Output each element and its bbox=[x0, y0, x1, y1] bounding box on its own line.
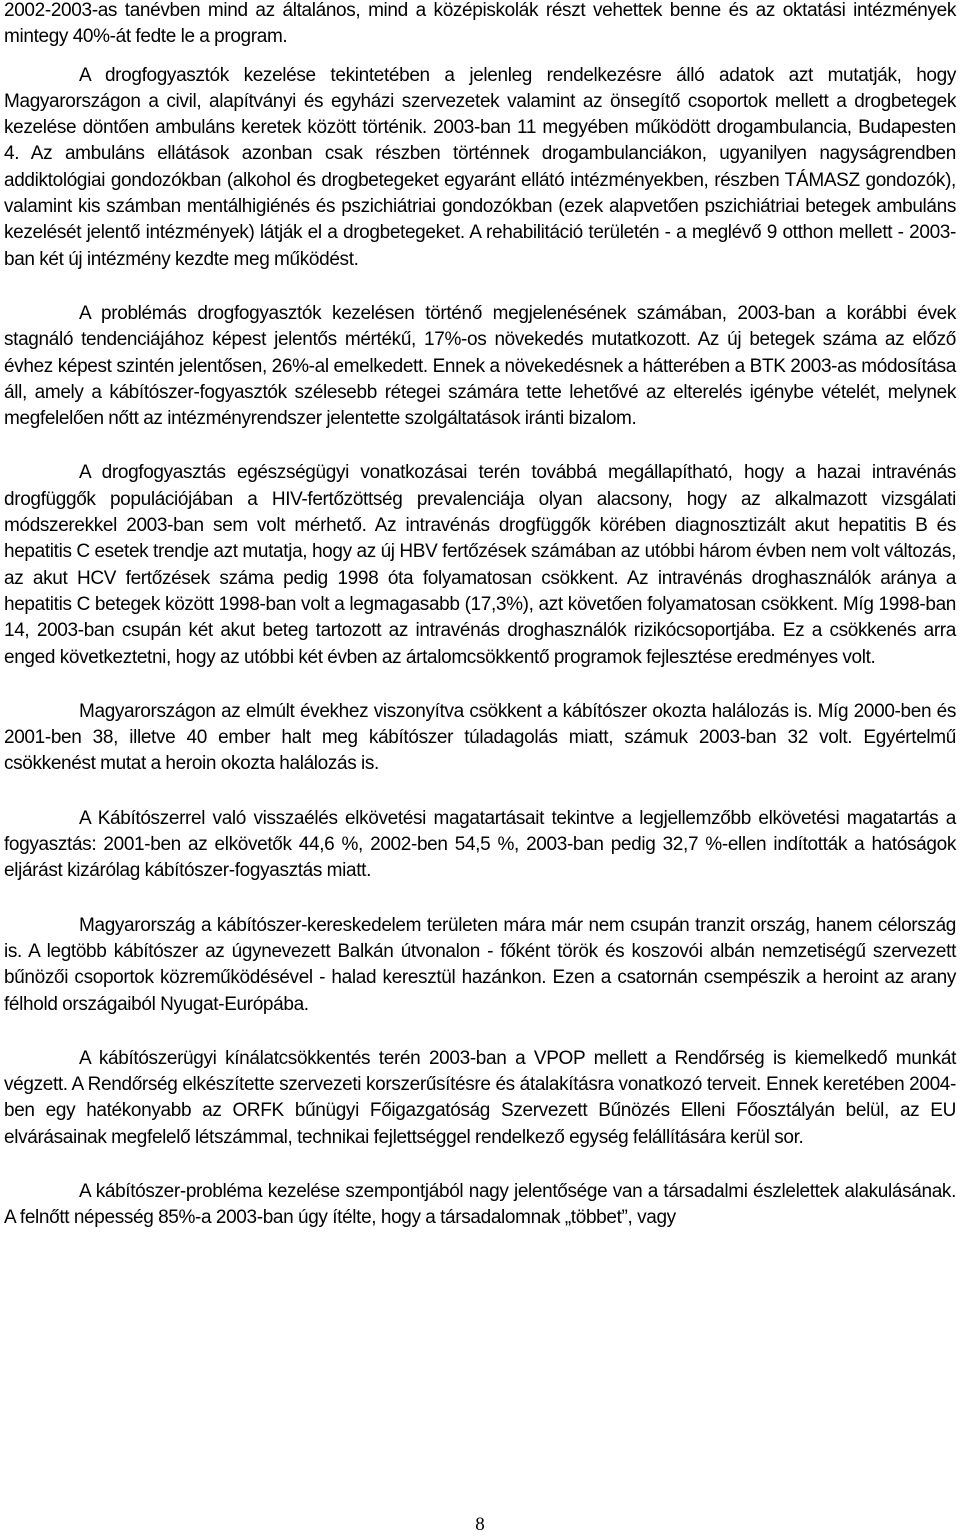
page-number: 8 bbox=[475, 1514, 485, 1535]
paragraph-gap bbox=[4, 1018, 956, 1046]
paragraph-gap bbox=[4, 51, 956, 63]
paragraph-supply-reduction: A kábítószerügyi kínálatcsökkentés terén 2003-ban a VPOP mellett a Rendőrség is kiemelkedő munkát végzett. A Rendőrség elkészítette szervezeti korszerűsítésre és átalakításra vonatkozó terveit. Ennek keretében 2004-ben egy hatékonyabb az ORFK bűnügyi Főigazgatóság Szervezett Bűnözés Elleni Főosztályán belül, az EU elvárásainak megfelelő létszámmal, technikai fejlettséggel rendelkező egység felállítására kerül sor. bbox=[4, 1047, 956, 1148]
paragraph-social-perception: A kábítószer-probléma kezelése szempontjából nagy jelentősége van a társadalmi észlelettek alakulásának. A felnőtt népesség 85%-a 2003-ban úgy ítélte, hogy a társadalomnak „többet”, vagy bbox=[4, 1180, 956, 1229]
paragraph-gap bbox=[4, 778, 956, 806]
paragraph-treatment: A drogfogyasztók kezelése tekintetében a jelenleg rendelkezésre álló adatok azt mutatják, hogy Magyarországon a civil, alapítványi és egyházi szervezetek valamint az önsegítő csoportok mellett a drogbetegek kezelése döntően ambuláns keretek között történik. 2003-ban 11 megyében működött drogambulancia, Budapesten 4. Az ambuláns ellátások azonban csak részben történnek drogambulanciákon, ugyanilyen nagyságrendben addiktológiai gondozókban (alkohol és drogbetegeket egyaránt ellátó intézményekben, részben TÁMASZ gondozók), valamint kis számban mentálhigiénés és pszichiátriai gondozókban (ezek alapvetően pszichiátriai betegek ambuláns kezelését jelentő intézmények) látják el a drogbetegeket. A rehabilitáció területén - a meglévő 9 otthon mellett - 2003-ban két új intézmény kezdte meg működést. bbox=[4, 64, 956, 270]
paragraph-program-coverage: 2002-2003-as tanévben mind az általános, mind a középiskolák részt vehettek benne és az oktatási intézmények mintegy 40%-át fedte le a program. bbox=[4, 0, 956, 48]
paragraph-problem-users: A problémás drogfogyasztók kezelésen történő megjelenésének számában, 2003-ban a korábbi évek stagnáló tendenciájához képest jelentős mértékű, 17%-os növekedés mutatkozott. Az új betegek száma az előző évhez képest szintén jelentősen, 26%-al emelkedett. Ennek a növekedésnek a hátterében a BTK 2003-as módosítása áll, amely a kábítószer-fogyasztók szélesebb rétegei számára tette lehetővé az elterelés igénybe vételét, melynek megfelelően nőtt az intézményrendszer jelentette szolgáltatások iránti bizalom. bbox=[4, 302, 956, 430]
paragraph-gap bbox=[4, 432, 956, 460]
paragraph-mortality: Magyarországon az elmúlt évekhez viszonyítva csökkent a kábítószer okozta halálozás is. Míg 2000-ben és 2001-ben 38, illetve 40 ember halt meg kábítószer túladagolás miatt, számuk 2003-ban 32 volt. Egyértelmű csökkenést mutat a heroin okozta halálozás is. bbox=[4, 700, 956, 775]
paragraph-gap bbox=[4, 671, 956, 699]
paragraph-gap bbox=[4, 273, 956, 301]
paragraph-gap bbox=[4, 1151, 956, 1179]
paragraph-gap bbox=[4, 885, 956, 913]
paragraph-health-aspects: A drogfogyasztás egészségügyi vonatkozásai terén továbbá megállapítható, hogy a hazai intravénás drogfüggők populációjában a HIV-fertőzöttség prevalenciája olyan alacsony, hogy az alkalmazott vizsgálati módszerekkel 2003-ban sem volt mérhető. Az intravénás drogfüggők körében diagnosztizált akut hepatitis B és hepatitis C esetek trendje azt mutatja, hogy az új HBV fertőzések számában az utóbbi három évben nem volt változás, az akut HCV fertőzések száma pedig 1998 óta folyamatosan csökkent. Az intravénás droghasználók aránya a hepatitis C betegek között 1998-ban volt a legmagasabb (17,3%), azt követően folyamatosan csökkent. Míg 1998-ban 14, 2003-ban csupán két akut beteg tartozott az intravénás droghasználók rizikócsoportjába. Ez a csökkenés arra enged következtetni, hogy az utóbbi két évben az ártalomcsökkentő programok fejlesztése eredményes volt. bbox=[4, 462, 956, 668]
paragraph-trafficking: Magyarország a kábítószer-kereskedelem területen mára már nem csupán tranzit ország, hanem célország is. A legtöbb kábítószer az úgynevezett Balkán útvonalon - főként török és koszovói albán nemzetiségű szervezett bűnözői csoportok közreműködésével - halad keresztül hazánkon. Ezen a csatornán csempészik a heroint az arany félhold országaiból Nyugat-Európába. bbox=[4, 914, 956, 1015]
paragraph-offences: A Kábítószerrel való visszaélés elkövetési magatartásait tekintve a legjellemzőbb elkövetési magatartás a fogyasztás: 2001-ben az elkövetők 44,6 %, 2002-ben 54,5 %, 2003-ban pedig 32,7 %-ellen indították a hatóságok eljárást kizárólag kábítószer-fogyasztás miatt. bbox=[4, 807, 956, 882]
